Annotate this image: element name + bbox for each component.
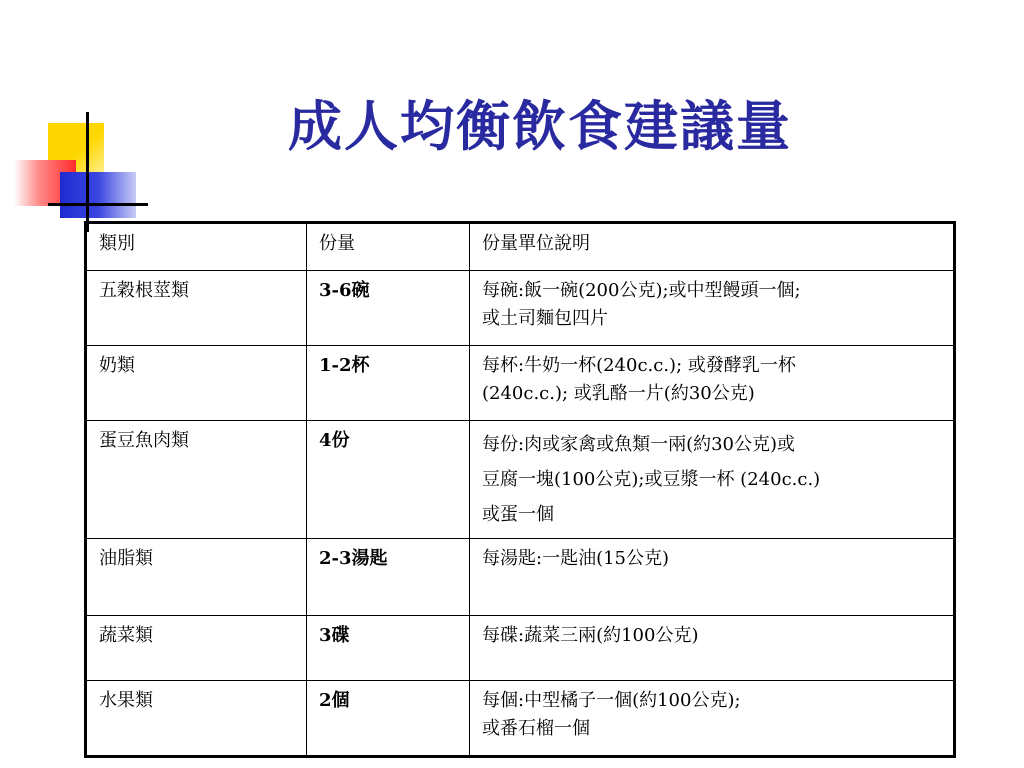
description-line: 豆腐一塊(100公克);或豆漿一杯 (240c.c.) [482, 469, 821, 491]
row-amount [307, 616, 470, 681]
description-line: 每碟:蔬菜三兩(約100公克) [482, 625, 699, 647]
row-description [470, 271, 955, 346]
row-amount [307, 421, 470, 539]
table-row [86, 421, 955, 539]
row-description [470, 346, 955, 421]
table-row [86, 616, 955, 681]
row-description [470, 421, 955, 539]
decorative-blue-square [60, 172, 136, 218]
decorative-vertical-line [86, 112, 89, 232]
description-line: 每湯匙:一匙油(15公克) [482, 548, 670, 570]
amount-value: 2個 [319, 690, 350, 712]
row-description [470, 681, 955, 757]
row-category: 水果類 [86, 681, 307, 757]
table-header-row [86, 223, 955, 271]
row-category: 油脂類 [86, 539, 307, 616]
row-amount [307, 346, 470, 421]
row-amount [307, 539, 470, 616]
table-row [86, 271, 955, 346]
amount-value: 3-6碗 [319, 280, 370, 301]
header-amount: 份量 [307, 223, 470, 271]
amount-value: 3碟 [319, 625, 350, 647]
header-category: 類別 [86, 223, 307, 271]
row-category: 蛋豆魚肉類 [86, 421, 307, 539]
diet-recommendation-table [84, 221, 956, 758]
amount-value: 4份 [319, 430, 350, 451]
row-description [470, 539, 955, 616]
row-category: 蔬菜類 [86, 616, 307, 681]
description-line: (240c.c.); 或乳酪一片(約30公克) [482, 382, 755, 404]
row-amount [307, 681, 470, 757]
description-line: 或番石榴一個 [482, 718, 590, 740]
description-line: 每個:中型橘子一個(約100公克); [482, 690, 741, 712]
amount-value: 2-3湯匙 [319, 548, 388, 570]
description-line: 或蛋一個 [482, 504, 554, 526]
page-title: 成人均衡飲食建議量 [288, 94, 792, 158]
table-row [86, 346, 955, 421]
row-category: 五穀根莖類 [86, 271, 307, 346]
description-line: 每份:肉或家禽或魚類一兩(約30公克)或 [482, 434, 796, 455]
header-description: 份量單位說明 [470, 223, 955, 271]
table-row [86, 539, 955, 616]
description-line: 或土司麵包四片 [482, 307, 608, 329]
amount-value: 1-2杯 [319, 355, 370, 376]
row-amount [307, 271, 470, 346]
decorative-horizontal-line [48, 203, 148, 206]
row-category: 奶類 [86, 346, 307, 421]
description-line: 每杯:牛奶一杯(240c.c.); 或發酵乳一杯 [482, 355, 796, 376]
table-row [86, 681, 955, 757]
description-line: 每碗:飯一碗(200公克);或中型饅頭一個; [482, 280, 801, 301]
row-description [470, 616, 955, 681]
